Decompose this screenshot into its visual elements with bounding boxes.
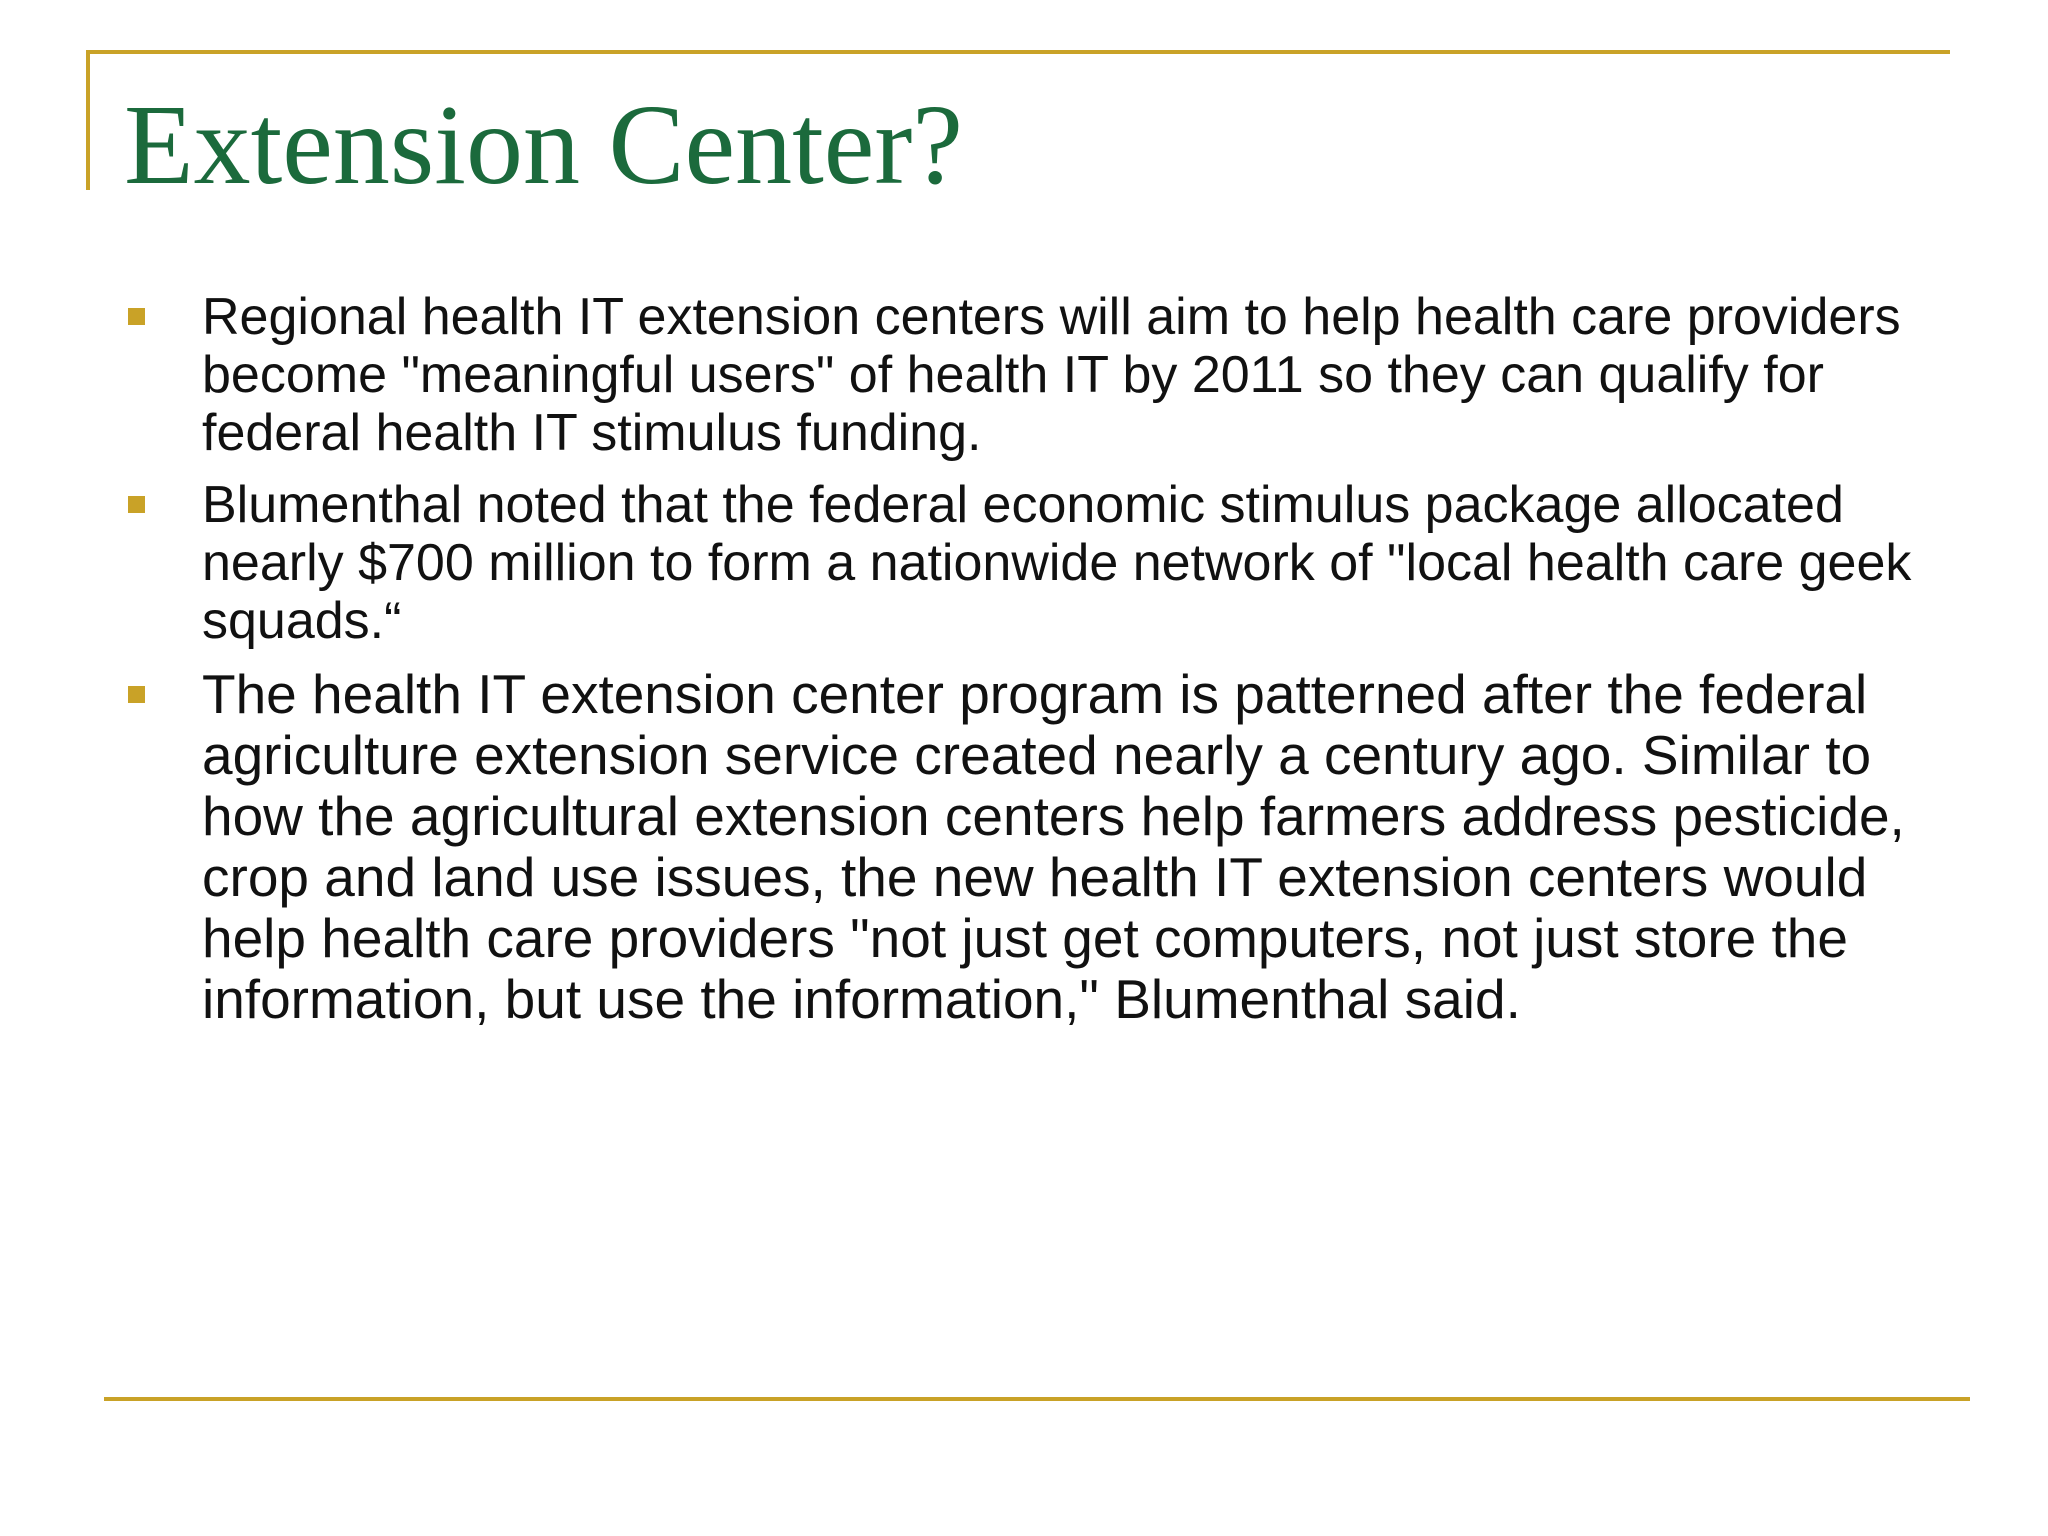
bullet-list: [124, 288, 1944, 1030]
top-divider: [86, 50, 1950, 54]
bullet-item: [124, 664, 1944, 1030]
square-bullet-icon: [128, 686, 145, 703]
bullet-text: Blumenthal noted that the federal economic stimulus package allocated nearly $700 million to form a nationwide network of "local health care geek squads.“: [202, 476, 1912, 650]
bullet-text: The health IT extension center program is patterned after the federal agriculture extension service created nearly a century ago. Similar to how the agricultural extension centers help farmers address pesticide, crop and land use issues, the new health IT extension centers would help health care providers "not just get computers, not just store the information, but use the information," Blumenthal said.: [202, 663, 1905, 1030]
bottom-divider: [104, 1397, 1970, 1401]
square-bullet-icon: [128, 496, 145, 513]
bullet-item: [124, 288, 1944, 462]
slide-title: Extension Center?: [124, 81, 963, 208]
square-bullet-icon: [128, 308, 145, 325]
bullet-item: [124, 476, 1944, 650]
bullet-text: Regional health IT extension centers will aim to help health care providers become "meaningful users" of health IT by 2011 so they can qualify for federal health IT stimulus funding.: [202, 288, 1901, 462]
title-accent-bar: [86, 50, 90, 190]
